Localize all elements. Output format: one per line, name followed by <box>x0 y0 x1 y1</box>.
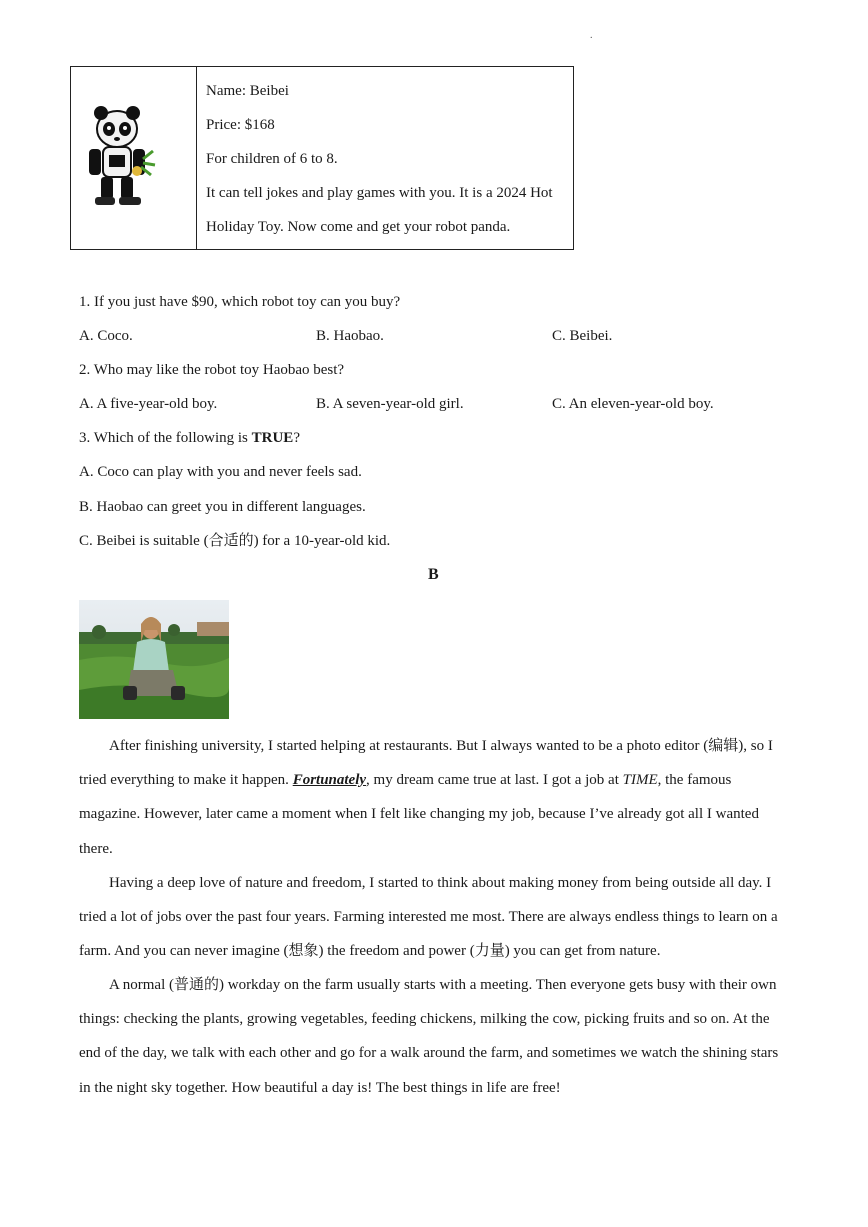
q3-suffix: ? <box>293 430 300 446</box>
p3-text: A normal (普通的) workday on the farm usually starts with a meeting. Then everyone gets busy with their own things: checking the plants, growing vegetables, feeding chickens, milking the cow, picking fruits and so on. At the end of the day, we talk with each other and go for a walk around the farm, and sometimes we watch the shining stars in the night sky together. How beautiful a day is! The best things in life are free! <box>79 977 779 1096</box>
product-age: For children of 6 to 8. <box>206 151 338 167</box>
page-mark: . <box>590 30 593 41</box>
p2-text: Having a deep love of nature and freedom, I started to think about making money from being outside all day. I tried a lot of jobs over the past four years. Farming interested me most. There are always endless things to learn on a farm. And you can never imagine (想象) the freedom and power (力量) you can get from nature. <box>79 875 778 960</box>
p1-key-word: Fortunately <box>292 772 367 789</box>
p1-magazine: TIME <box>622 772 658 789</box>
product-image-cell <box>71 67 197 249</box>
q3-option-b: B. Haobao can greet you in different languages. <box>79 499 366 515</box>
paragraph-3 <box>79 968 791 1105</box>
question-1: 1. If you just have $90, which robot toy can you buy? <box>79 294 401 310</box>
q2-option-a: A. A five-year-old boy. <box>79 396 218 412</box>
question-3 <box>79 428 300 448</box>
product-card <box>70 66 574 250</box>
woman-farm-photo <box>79 600 229 719</box>
q3-prefix: 3. Which of the following is <box>79 430 252 446</box>
q1-option-b: B. Haobao. <box>316 328 384 344</box>
product-name: Name: Beibei <box>206 83 289 99</box>
question-2: 2. Who may like the robot toy Haobao best? <box>79 362 345 378</box>
product-desc-2: Holiday Toy. Now come and get your robot panda. <box>206 219 511 235</box>
q1-option-a: A. Coco. <box>79 328 133 344</box>
p1-text-c: , the famous magazine. However, later came a moment when I felt like changing my job, because I’ve already got all I wanted there. <box>79 772 759 857</box>
product-details <box>197 67 573 249</box>
product-desc-1: It can tell jokes and play games with you. It is a 2024 Hot <box>206 185 553 201</box>
paragraph-1 <box>79 729 791 866</box>
product-price: Price: $168 <box>206 117 275 133</box>
section-b-heading: B <box>428 566 439 583</box>
q2-option-c: C. An eleven-year-old boy. <box>552 396 714 412</box>
q3-option-a: A. Coco can play with you and never feels sad. <box>79 464 362 480</box>
p1-text-b: , my dream came true at last. I got a job at <box>366 772 623 789</box>
q2-option-b: B. A seven-year-old girl. <box>316 396 464 412</box>
q3-bold: TRUE <box>251 430 294 446</box>
q3-option-c: C. Beibei is suitable (合适的) for a 10-year-old kid. <box>79 533 391 549</box>
robot-panda-icon <box>71 67 196 249</box>
paragraph-2 <box>79 866 791 969</box>
p1-text-a: After finishing university, I started helping at restaurants. But I always wanted to be a photo editor (编辑), so I tried everything to make it happen. <box>79 738 773 789</box>
q1-option-c: C. Beibei. <box>552 328 613 344</box>
